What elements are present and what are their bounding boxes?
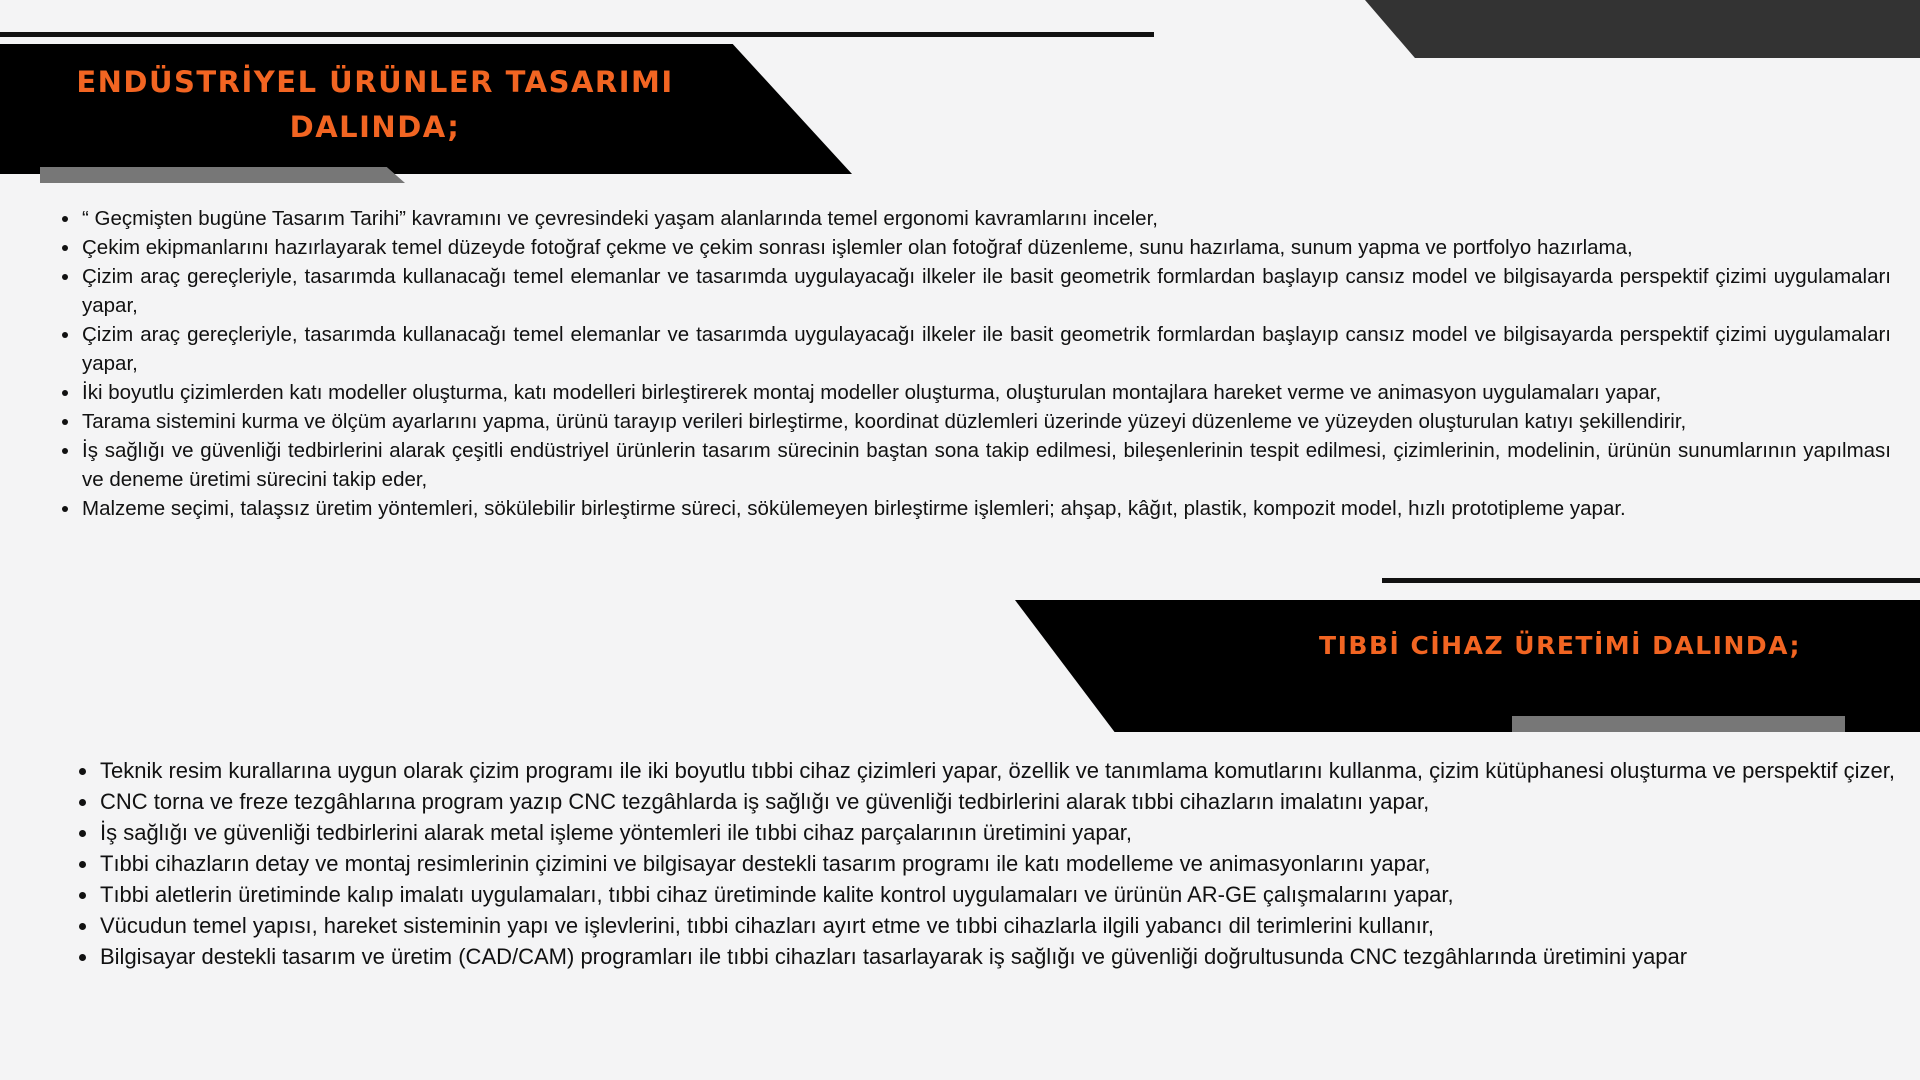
section2-banner [1015, 600, 1920, 732]
list-item: • Malzeme seçimi, talaşsız üretim yöntemleri, sökülebilir birleştirme süreci, sökülemeyen birleştirme işlemleri; ahşap, kâğıt, plastik, kompozit model, hızlı prototipleme yapar. [81, 494, 1891, 523]
list-item: • İş sağlığı ve güvenliği tedbirlerini alarak çeşitli endüstriyel ürünlerin tasarım sürecinin baştan sona takip edilmesi, bileşenlerinin tespit edilmesi, çizimlerinin, modelinin, ürünün sunumlarının yapılması ve deneme üretimi sürecini takip eder, [81, 436, 1891, 494]
list-item: • Çizim araç gereçleriyle, tasarımda kullanacağı temel elemanlar ve tasarımda uygulayacağı ilkeler ile basit geometrik formlardan başlayıp cansız model ve bilgisayarda perspektif çizimi uygulamaları yapar, [81, 320, 1891, 378]
list-item: • CNC torna ve freze tezgâhlarına program yazıp CNC tezgâhlarda iş sağlığı ve güvenliği tedbirlerini alarak tıbbi cihazların imalatını yapar, [99, 786, 1909, 817]
list-item: • Çekim ekipmanlarını hazırlayarak temel düzeyde fotoğraf çekme ve çekim sonrası işlemler olan fotoğraf düzenleme, sunu hazırlama, sunum yapma ve portfolyo hazırlama, [81, 233, 1891, 262]
section2-banner-tab [1512, 716, 1845, 732]
section1-list [60, 204, 1891, 523]
list-item: • İki boyutlu çizimlerden katı modeller oluşturma, katı modelleri birleştirerek montaj modeller oluşturma, oluşturulan montajlara hareket verme ve animasyon uygulamaları yapar, [81, 378, 1891, 407]
list-item: • Tarama sistemini kurma ve ölçüm ayarlarını yapma, ürünü tarayıp verileri birleştirme, koordinat düzlemleri üzerinde yüzeyi düzenleme ve yüzeyden oluşturulan katıyı şekillendirir, [81, 407, 1891, 436]
list-item: • Bilgisayar destekli tasarım ve üretim (CAD/CAM) programları ile tıbbi cihazları tasarlayarak iş sağlığı ve güvenliği doğrultusunda CNC tezgâhlarında üretimini yapar [99, 941, 1909, 972]
list-item: • Çizim araç gereçleriyle, tasarımda kullanacağı temel elemanlar ve tasarımda uygulayacağı ilkeler ile basit geometrik formlardan başlayıp cansız model ve bilgisayarda perspektif çizimi uygulamaları yapar, [81, 262, 1891, 320]
section1-heading-line2: DALINDA; [289, 110, 461, 144]
list-item: • İş sağlığı ve güvenliği tedbirlerini alarak metal işleme yöntemleri ile tıbbi cihaz parçalarının üretimini yapar, [99, 817, 1909, 848]
list-item: • Vücudun temel yapısı, hareket sisteminin yapı ve işlevlerini, tıbbi cihazları ayırt etme ve tıbbi cihazlarla ilgili yabancı dil terimlerini kullanır, [99, 910, 1909, 941]
list-item: • Teknik resim kurallarına uygun olarak çizim programı ile iki boyutlu tıbbi cihaz çizimleri yapar, özellik ve tanımlama komutlarını kullanma, çizim kütüphanesi oluşturma ve perspektif çizer, [99, 755, 1909, 786]
section1-banner-tab [40, 167, 405, 183]
corner-decoration [1365, 0, 1920, 58]
top-rule [0, 32, 1154, 37]
list-item: • “ Geçmişten bugüne Tasarım Tarihi” kavramını ve çevresindeki yaşam alanlarında temel ergonomi kavramlarını inceler, [81, 204, 1891, 233]
section1-heading [50, 60, 700, 150]
list-item: • Tıbbi cihazların detay ve montaj resimlerinin çizimini ve bilgisayar destekli tasarım programı ile katı modelleme ve animasyonlarını yapar, [99, 848, 1909, 879]
section1-heading-line1: ENDÜSTRİYEL ÜRÜNLER TASARIMI [76, 65, 674, 99]
middle-rule [1382, 578, 1920, 583]
section2-heading: TIBBİ CİHAZ ÜRETİMİ DALINDA; [1319, 631, 1801, 660]
section2-list [78, 755, 1909, 972]
list-item: • Tıbbi aletlerin üretiminde kalıp imalatı uygulamaları, tıbbi cihaz üretiminde kalite kontrol uygulamaları ve ürünün AR-GE çalışmalarını yapar, [99, 879, 1909, 910]
